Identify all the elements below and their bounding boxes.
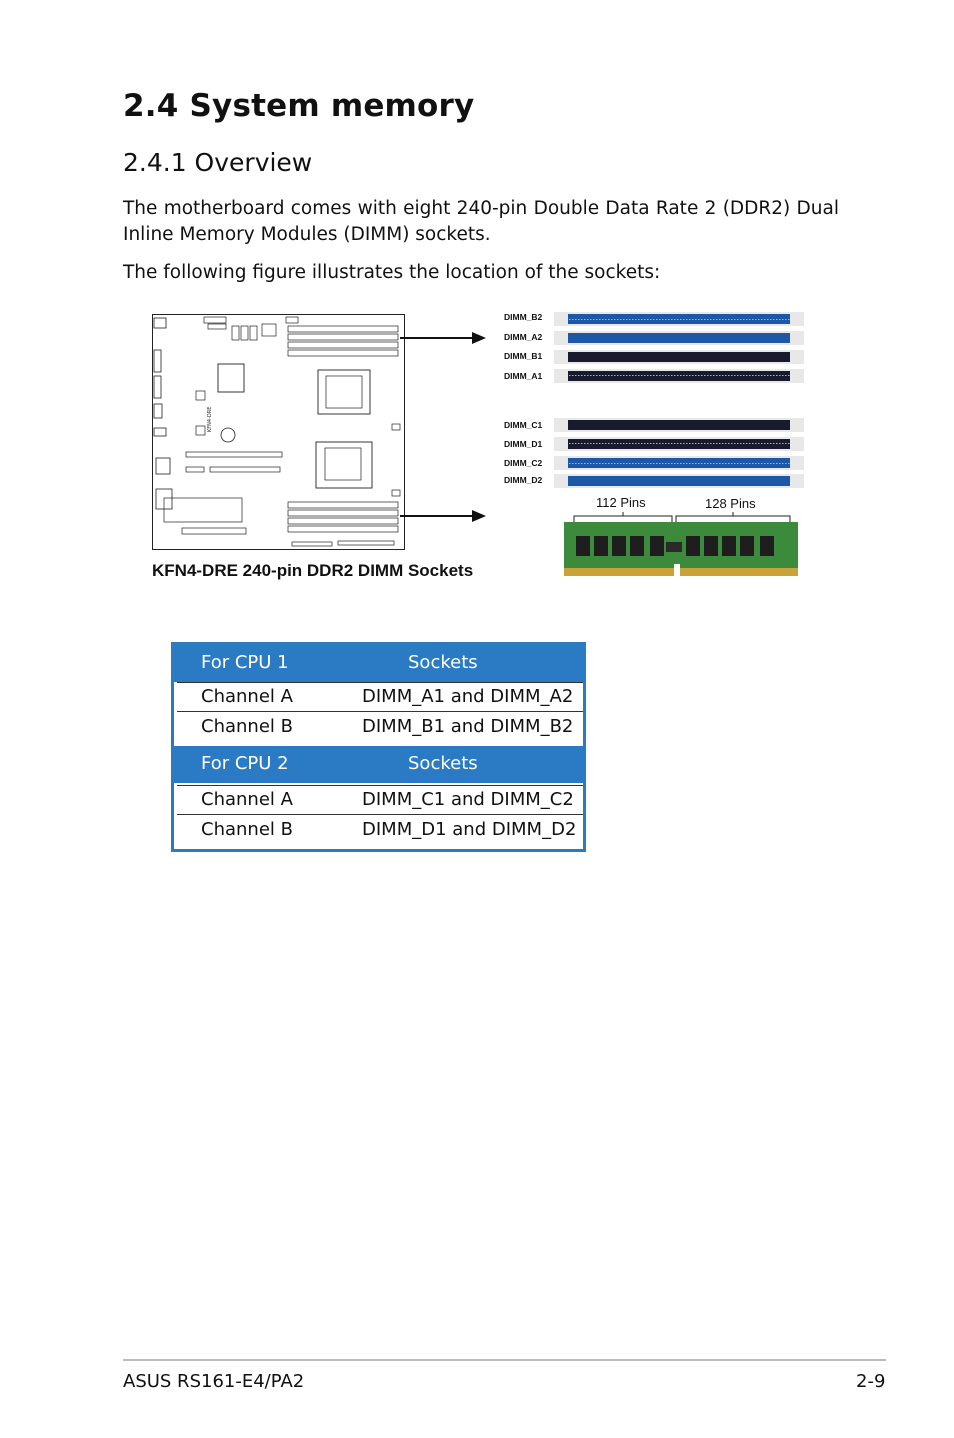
overview-paragraph: The motherboard comes with eight 240-pin Double Data Rate 2 (DDR2) Dual Inline Memory Modules (DIMM) sockets.	[123, 198, 839, 245]
dimm-label-c2: DIMM_C2	[504, 458, 543, 468]
slot-a2	[554, 331, 804, 345]
table-divider	[177, 711, 583, 712]
table-row	[177, 816, 583, 846]
cpu-socket-table	[171, 642, 586, 852]
table-header-cpu2	[174, 746, 583, 783]
slot-c1	[554, 418, 804, 432]
header-cpu2-label: For CPU 2	[201, 753, 289, 774]
motherboard-layout-diagram	[152, 314, 405, 550]
dimm-slots-graphic	[554, 310, 806, 490]
pointer-arrows	[400, 320, 500, 540]
row-sockets: DIMM_A1 and DIMM_A2	[362, 686, 574, 707]
dimm-label-a1: DIMM_A1	[504, 371, 543, 381]
slot-c2	[554, 456, 804, 470]
footer-divider	[123, 1359, 886, 1361]
row-channel: Channel A	[201, 789, 293, 810]
table-divider	[177, 814, 583, 815]
row-channel: Channel A	[201, 686, 293, 707]
dimm-label-a2: DIMM_A2	[504, 332, 543, 342]
table-row	[177, 786, 583, 816]
table-row	[177, 683, 583, 713]
slot-b1	[554, 350, 804, 364]
table-row	[177, 713, 583, 743]
header-cpu1-label: For CPU 1	[201, 652, 289, 673]
dimm-socket-panel	[500, 308, 810, 578]
slot-b2	[554, 312, 804, 326]
row-channel: Channel B	[201, 819, 293, 840]
dimm-label-d1: DIMM_D1	[504, 439, 543, 449]
slot-d1	[554, 437, 804, 451]
figure-intro-paragraph: The following figure illustrates the location of the sockets:	[123, 262, 661, 283]
dimm-module-graphic	[562, 512, 802, 578]
header-cpu2-sockets: Sockets	[408, 753, 478, 774]
dimm-label-b2: DIMM_B2	[504, 312, 543, 322]
slot-a1	[554, 369, 804, 383]
pins-112-label: 112 Pins	[596, 495, 646, 510]
row-sockets: DIMM_D1 and DIMM_D2	[362, 819, 577, 840]
section-title: 2.4 System memory	[123, 88, 475, 124]
footer-page-number: 2-9	[856, 1371, 886, 1392]
board-label: KFN4-DRE	[207, 406, 213, 432]
header-cpu1-sockets: Sockets	[408, 652, 478, 673]
pins-128-label: 128 Pins	[705, 496, 756, 511]
footer-product-name: ASUS RS161-E4/PA2	[123, 1371, 305, 1392]
table-header-cpu1	[174, 645, 583, 682]
row-channel: Channel B	[201, 716, 293, 737]
dimm-label-b1: DIMM_B1	[504, 351, 543, 361]
subsection-title: 2.4.1 Overview	[123, 148, 313, 177]
dimm-label-c1: DIMM_C1	[504, 420, 543, 430]
dimm-label-d2: DIMM_D2	[504, 475, 543, 485]
row-sockets: DIMM_B1 and DIMM_B2	[362, 716, 574, 737]
figure-caption: KFN4-DRE 240-pin DDR2 DIMM Sockets	[152, 561, 474, 580]
row-sockets: DIMM_C1 and DIMM_C2	[362, 789, 574, 810]
slot-d2	[554, 474, 804, 488]
